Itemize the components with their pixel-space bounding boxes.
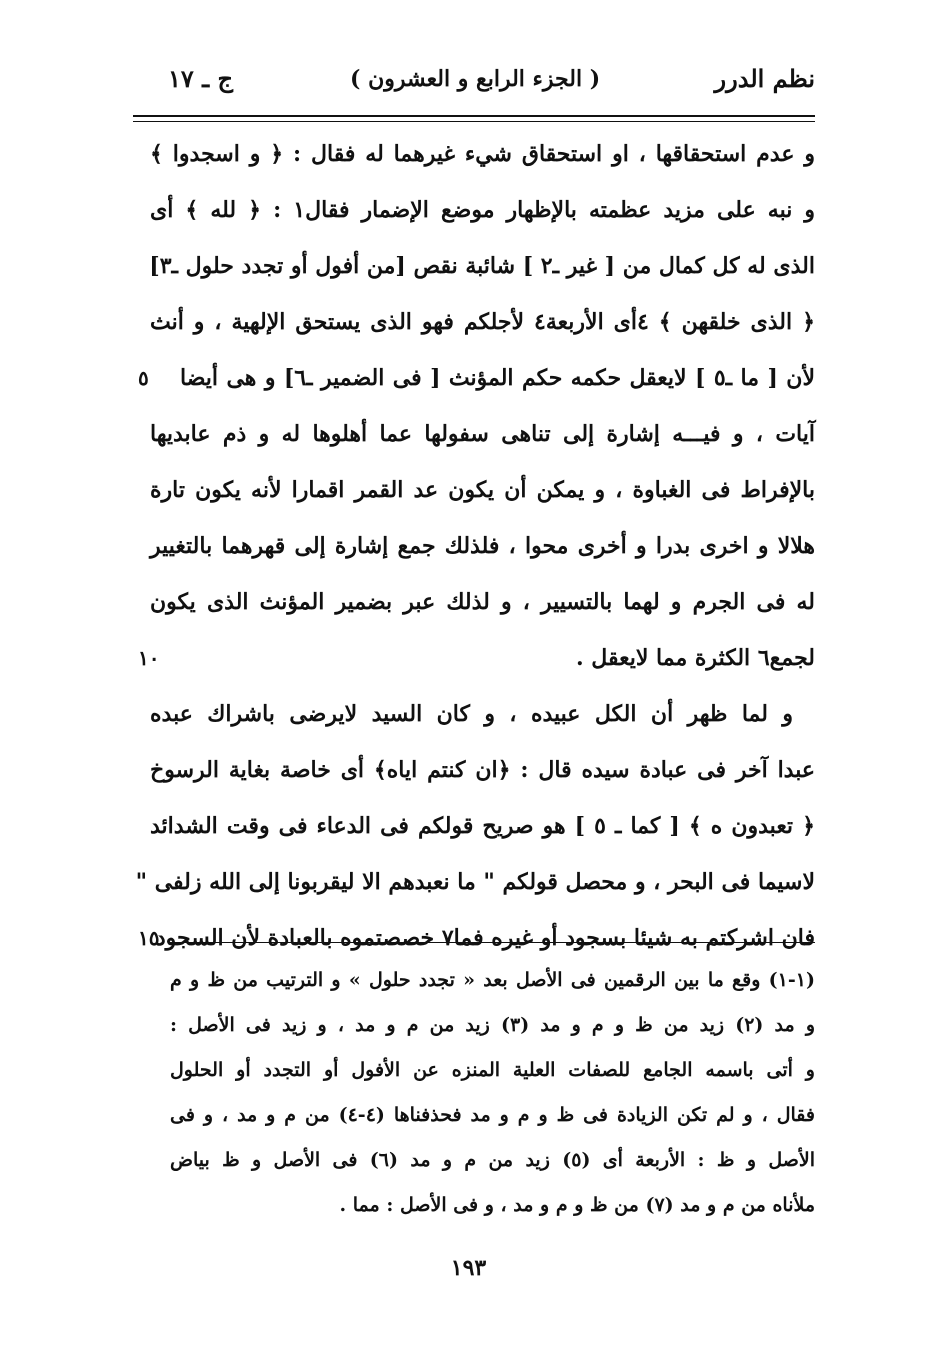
footnote-line: و مد (٢) زيد من ظ و م و مد (٣) زيد من م و مد ، و زيد فى الأصل : xyxy=(170,1014,816,1036)
text-line: لاسيما فى البحر ، و محصل قولكم " ما نعبدهم الا ليقربونا إلى الله زلفى " xyxy=(135,869,815,895)
footnote-line: فقال ، و لم تكن الزيادة فى ظ و م و مد فحذفناها (٤-٤) من م و مد ، و فى xyxy=(170,1104,815,1126)
line-number: ١٥ xyxy=(138,926,160,950)
text-line: بالإفراط فى الغباوة ، و يمكن أن يكون عد القمر اقمارا لأنه يكون تارة xyxy=(150,477,815,503)
book-title: نظم الدرر xyxy=(714,64,815,93)
running-header xyxy=(130,58,815,108)
header-rule-thick xyxy=(133,115,815,117)
footnote-line: الأصل و ظ : الأربعة أى (٥) زيد من م و مد (٦) فى الأصل و ظ بياض xyxy=(170,1149,815,1171)
footnote-line: و أتى باسمه الجامع للصفات العلية المنزه عن الأفول أو التجدد أو الحلول xyxy=(170,1059,815,1081)
footnotes xyxy=(170,958,815,1228)
text-line: هلالا و اخرى بدرا و أخرى محوا ، فلذلك جمع إشارة إلى قهرهما بالتغيير xyxy=(150,533,815,559)
main-text xyxy=(135,126,816,966)
text-line: ﴿ الذى خلقهن ﴾ ٤أى الأربعة٤ لأجلكم فهو الذى يستحق الإلهية ، و أنث xyxy=(150,309,815,335)
page-number: ١٩٣ xyxy=(450,1255,487,1281)
footnote-rule xyxy=(170,942,815,943)
footnote-line: (١-١) وقع ما بين الرقمين فى الأصل بعد « تجدد حلول » و الترتيب من ظ و م xyxy=(170,969,815,991)
line-number: ١٠ xyxy=(138,646,160,670)
text-line-wrap xyxy=(138,630,815,686)
text-line: الذى له كل كمال من [ غير ـ٢ ] شائبة نقص [من أفول أو تجدد حلول ـ٣] xyxy=(149,253,815,279)
text-line: فان اشركتم به شيئا بسجود أو غيره فما٧ خصصتموه بالعبادة لأن السجود xyxy=(155,925,815,951)
header-rule-thin xyxy=(133,121,815,122)
text-line: عبدا آخر فى عبادة سيده قال : ﴿ان كنتم اياه﴾ أى خاصة بغاية الرسوخ xyxy=(150,757,815,783)
text-line: ﴿ تعبدون ه ﴾ [ كما ـ ٥ ] هو صريح قولكم فى الدعاء فى وقت الشدائد xyxy=(150,813,815,839)
text-line: آيات ، و فيـــه إشارة إلى تناهى سفولها عما أهلوها له و ذم عابديها xyxy=(150,421,815,447)
text-line: و عدم استحقاقها ، او استحقاق شيء غيرهما له فقال : ﴿ و اسجدوا ﴾ xyxy=(150,141,815,167)
part-title: ( الجزء الرابع و العشرون ) xyxy=(350,66,601,92)
text-line: لجمع٦ الكثرة مما لايعقل . xyxy=(575,645,815,671)
footnote-line: ملأناه من م و مد (٧) من ظ و م و مد ، و فى الأصل : مما . xyxy=(339,1194,815,1216)
text-line: له فى الجرم و لهما بالتسيير ، و لذلك عبر بضمير المؤنث الذى يكون xyxy=(150,589,815,615)
text-line-wrap xyxy=(138,350,816,406)
text-line: و لما ظهر أن الكل عبيده ، و كان السيد لايرضى باشراك عبده xyxy=(150,701,793,727)
line-number: ٥ xyxy=(138,366,149,390)
text-line: و نبه على مزيد عظمته بالإظهار موضع الإضمار فقال١ : ﴿ لله ﴾ أى xyxy=(150,197,816,223)
text-line: لأن [ ما ـ٥ ] لايعقل حكمه حكم المؤنث [ فى الضمير ـ٦] و هى أيضا xyxy=(180,365,816,391)
volume-number: ج ـ ١٧ xyxy=(168,64,234,93)
